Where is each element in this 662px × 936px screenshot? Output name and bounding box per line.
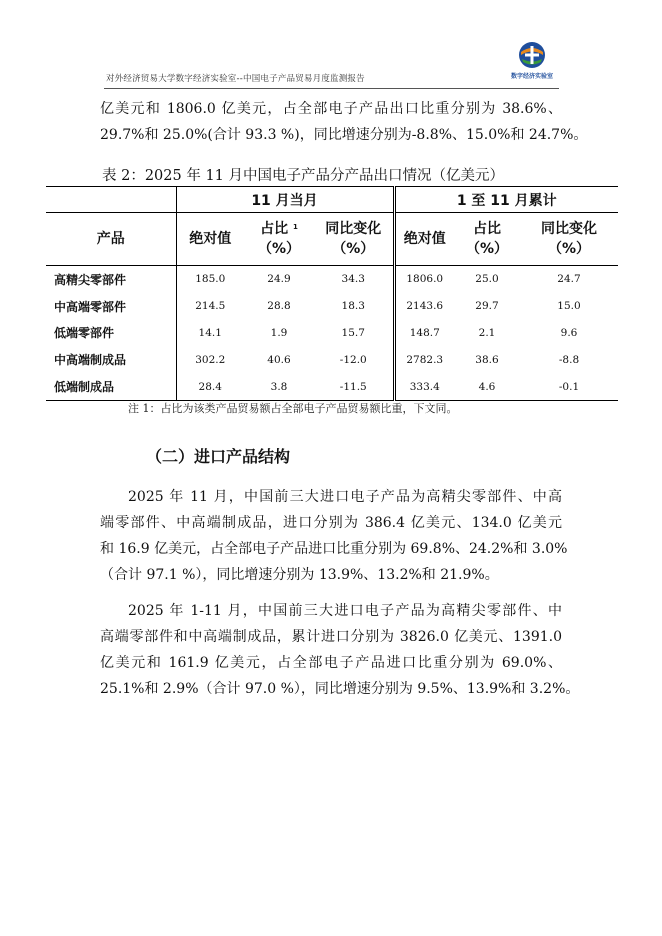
col-header-product: 产品: [46, 213, 176, 266]
col-header-yoy: 同比变化 （%）: [314, 213, 394, 266]
table-row: [46, 320, 618, 347]
text-line: 25.1%和 2.9%（合计 97.0 %），同比增速分别为 9.5%、13.9%和 3.2%。: [100, 681, 580, 697]
cell-m-yoy: 18.3: [341, 300, 365, 313]
import-paragraph-monthly: [100, 484, 568, 588]
text-line: 2025 年 1-11 月，中国前三大进口电子产品为高精尖零部件、中: [128, 603, 562, 619]
group-header-ytd: 1 至 11 月累计: [394, 187, 618, 213]
text-line: 亿美元和 161.9 亿美元，占全部电子产品进口比重分别为 69.0%、: [100, 655, 562, 671]
group-header-month: 11 月当月: [176, 187, 394, 213]
cell-y-share: 2.1: [478, 326, 496, 339]
cell-m-yoy: -11.5: [339, 380, 367, 393]
running-title: 对外经济贸易大学数字经济实验室--中国电子产品贸易月度监测报告: [106, 74, 365, 84]
table-title: 表 2：2025 年 11 月中国电子产品分产品出口情况（亿美元）: [102, 168, 505, 184]
row-product-name: 高精尖零部件: [54, 272, 127, 287]
cell-m-abs: 185.0: [176, 266, 244, 293]
text-line: 高端零部件和中高端制成品，累计进口分别为 3826.0 亿美元、1391.0: [100, 629, 562, 645]
text-line: 2025 年 11 月，中国前三大进口电子产品为高精尖零部件、中高: [128, 489, 562, 505]
cell-m-abs: 214.5: [176, 293, 244, 320]
table-row: [46, 293, 618, 320]
cell-m-yoy: 15.7: [341, 326, 365, 339]
section-title: （二）进口产品结构: [146, 447, 291, 466]
export-table: [46, 186, 618, 401]
lab-logo: [505, 40, 559, 84]
cell-m-share: 3.8: [270, 380, 288, 393]
cell-m-share: 40.6: [267, 353, 291, 366]
col-header-share2: 占比 （%）: [454, 213, 520, 266]
table-row: [46, 266, 618, 293]
globe-logo-icon: [517, 40, 547, 70]
cell-y-yoy: 24.7: [557, 273, 581, 286]
cell-y-abs: 1806.0: [394, 266, 454, 293]
cell-m-abs: 28.4: [176, 373, 244, 400]
cell-y-abs: 2143.6: [394, 293, 454, 320]
row-product-name: 低端零部件: [54, 326, 115, 341]
cell-y-share: 38.6: [475, 353, 499, 366]
cell-m-share: 1.9: [270, 326, 288, 339]
col-header-yoy2: 同比变化 （%）: [520, 213, 618, 266]
page-header: [104, 40, 559, 89]
cell-y-yoy: 15.0: [557, 300, 581, 313]
cell-y-yoy: -0.1: [558, 380, 580, 393]
text-line: 端零部件、中高端制成品，进口分别为 386.4 亿美元、134.0 亿美元: [100, 515, 562, 531]
intro-paragraph: [100, 96, 588, 148]
table-note: 注 1：占比为该类产品贸易额占全部电子产品贸易额比重，下文同。: [128, 402, 458, 415]
table-row: [46, 373, 618, 400]
cell-m-abs: 14.1: [176, 320, 244, 347]
cell-y-yoy: 9.6: [560, 326, 578, 339]
cell-y-abs: 333.4: [394, 373, 454, 400]
header-blank: [46, 187, 176, 213]
text-line: 29.7%和 25.0%(合计 93.3 %)，同比增速分别为-8.8%、15.0%和 24.7%。: [100, 127, 588, 143]
logo-caption: 数字经济实验室: [510, 73, 553, 80]
row-product-name: 中高端制成品: [54, 353, 127, 368]
text-line: （合计 97.1 %），同比增速分别为 13.9%、13.2%和 21.9%。: [100, 567, 499, 583]
cell-y-abs: 148.7: [394, 320, 454, 347]
cell-m-share: 28.8: [267, 300, 291, 313]
col-header-share: 占比 $^1$ （%）: [244, 213, 314, 266]
text-line: 和 16.9 亿美元，占全部电子产品进口比重分别为 69.8%、24.2%和 3.0%: [100, 541, 568, 557]
cell-m-yoy: 34.3: [341, 273, 365, 286]
cell-y-share: 25.0: [475, 273, 499, 286]
table-row: [46, 346, 618, 373]
text-line: 亿美元和 1806.0 亿美元，占全部电子产品出口比重分别为 38.6%、: [100, 101, 562, 117]
cell-y-share: 29.7: [475, 300, 499, 313]
row-product-name: 中高端零部件: [54, 299, 127, 314]
cell-y-yoy: -8.8: [558, 353, 580, 366]
cell-m-share: 24.9: [267, 273, 291, 286]
cell-y-abs: 2782.3: [394, 346, 454, 373]
import-paragraph-ytd: [100, 598, 580, 702]
cell-m-yoy: -12.0: [339, 353, 367, 366]
col-header-abs: 绝对值: [176, 213, 244, 266]
cell-y-share: 4.6: [478, 380, 496, 393]
col-header-abs2: 绝对值: [394, 213, 454, 266]
cell-m-abs: 302.2: [176, 346, 244, 373]
row-product-name: 低端制成品: [54, 380, 115, 395]
